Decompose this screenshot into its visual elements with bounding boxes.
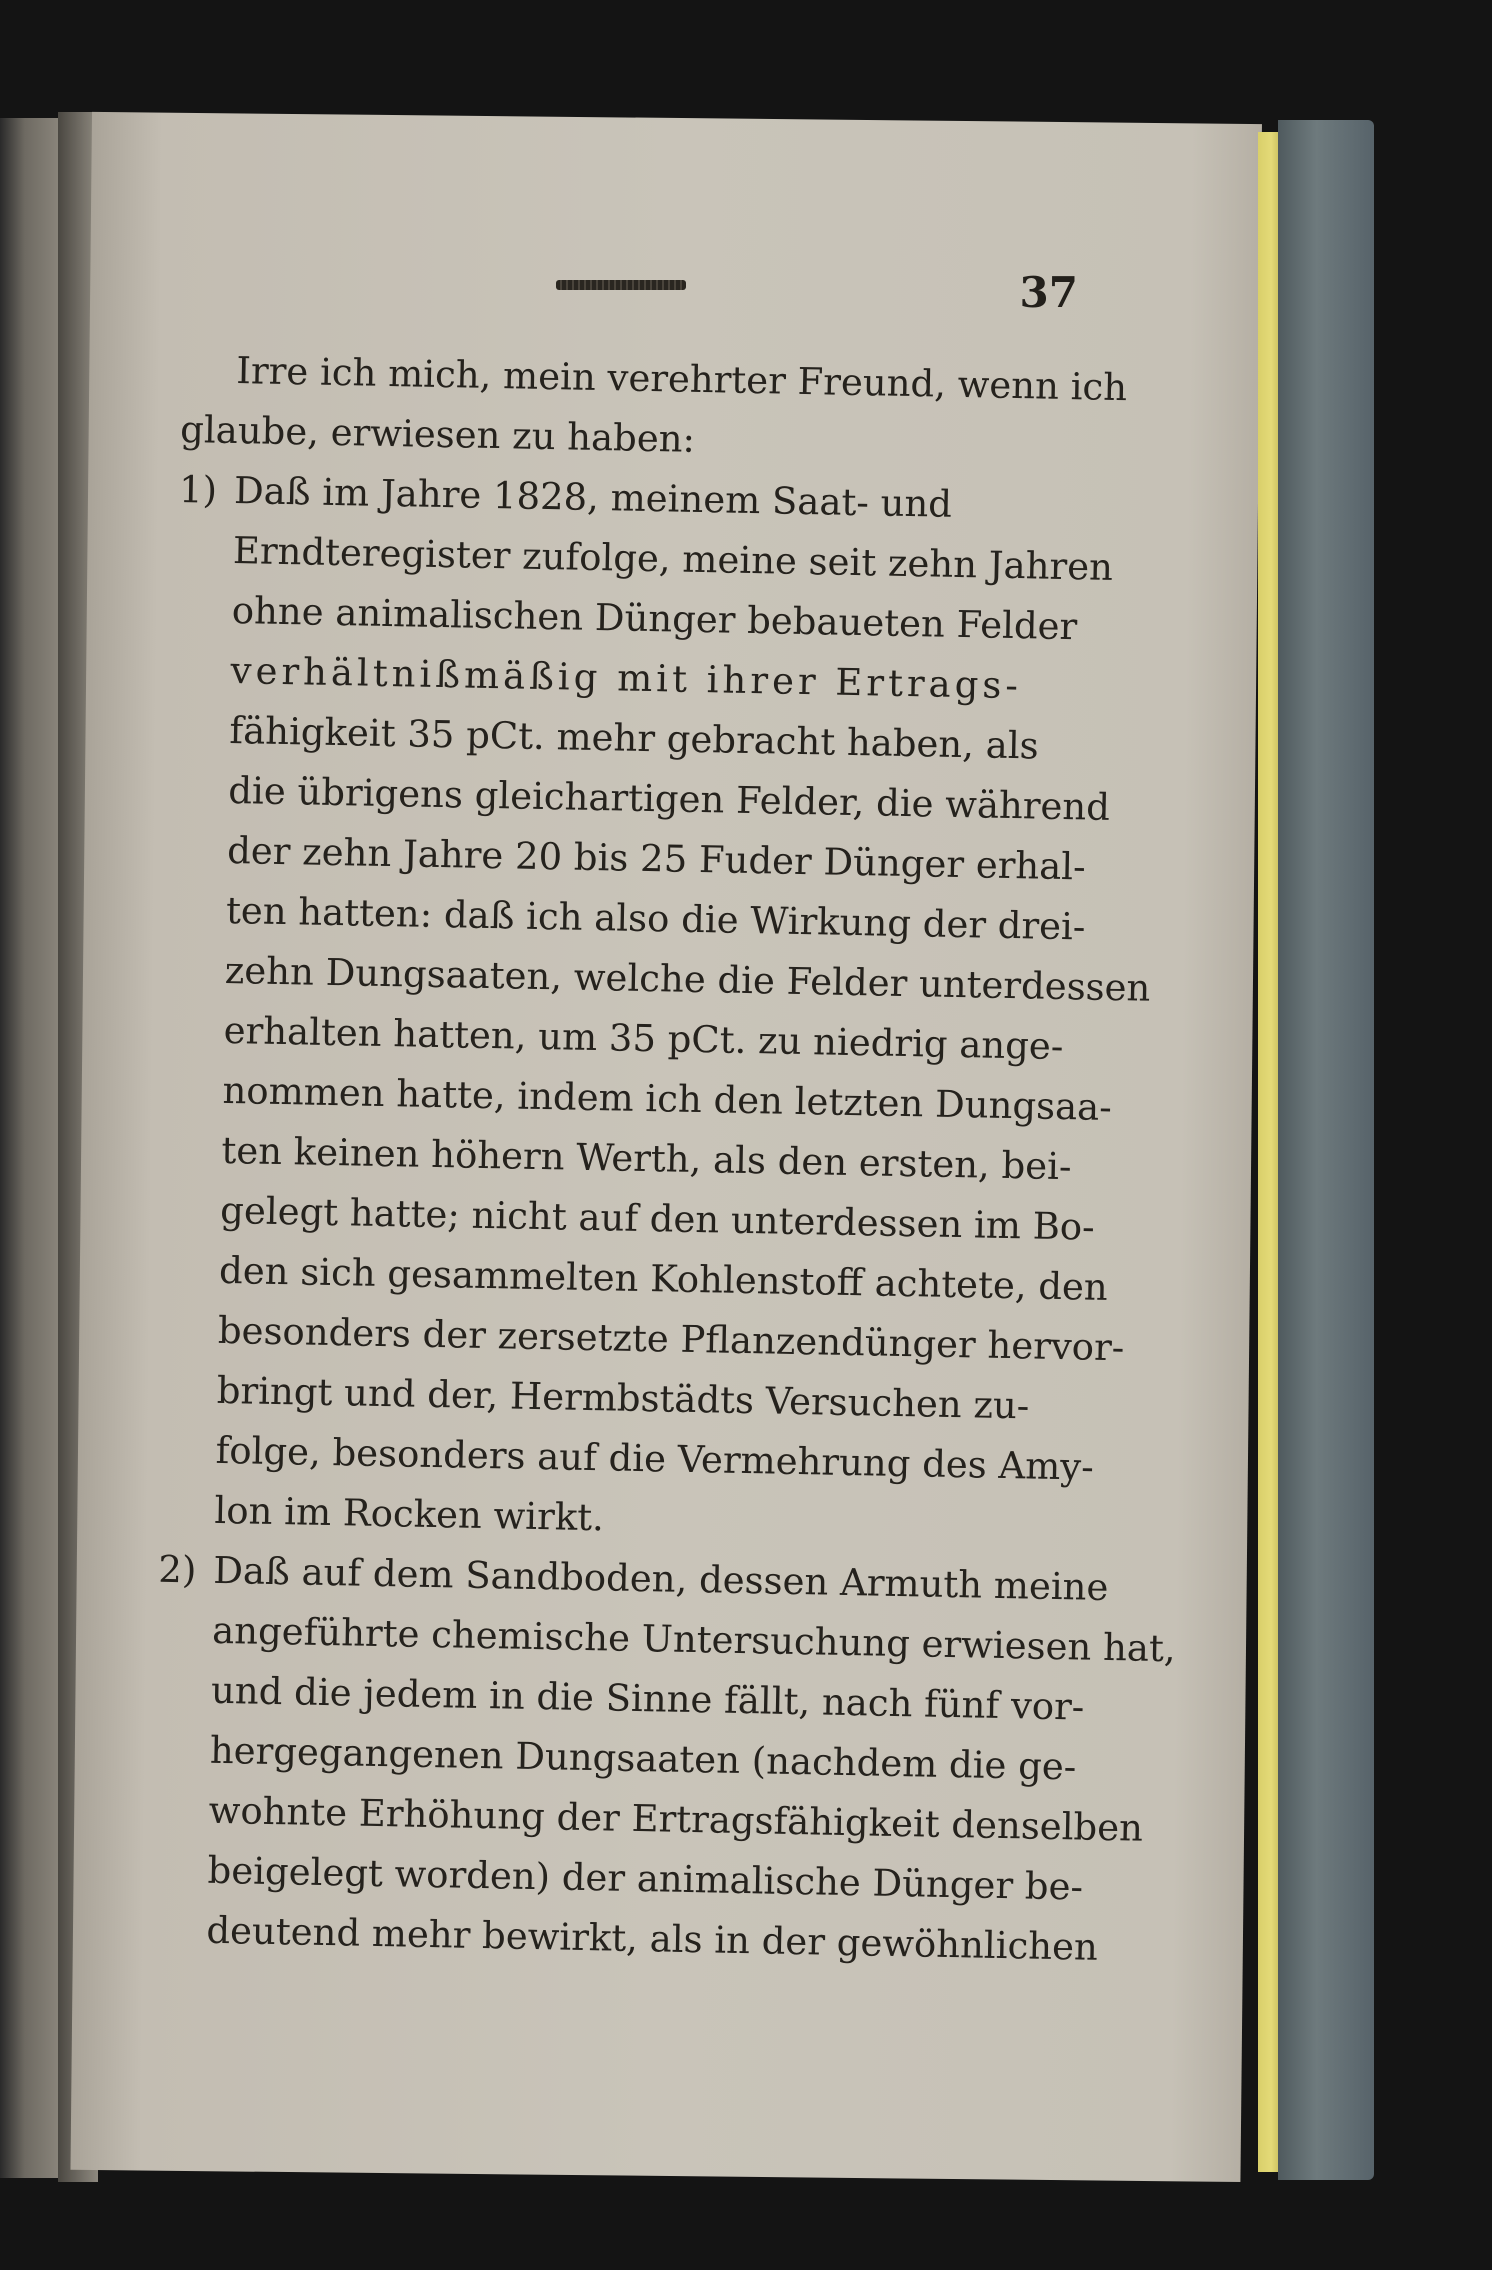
text-line: die übrigens gleichartigen Felder, die während xyxy=(227,768,1111,829)
text-line: zehn Dungsaaten, welche die Felder unterdessen xyxy=(224,948,1151,1010)
text-line: fähigkeit 35 pCt. mehr gebracht haben, als xyxy=(229,708,1040,768)
page-number: 37 xyxy=(1019,268,1078,317)
page-fore-edge xyxy=(1258,132,1280,2172)
text-line: erhalten hatten, um 35 pCt. zu niedrig ange- xyxy=(223,1008,1064,1069)
text-line: wohnte Erhöhung der Ertragsfähigkeit denselben xyxy=(208,1788,1144,1850)
text-line: und die jedem in die Sinne fällt, nach fünf vor- xyxy=(210,1668,1085,1729)
text-line: ohne animalischen Dünger bebaueten Felder xyxy=(231,589,1078,649)
text-line: ten keinen höhern Werth, als den ersten, bei- xyxy=(221,1128,1072,1189)
text-line: deutend mehr bewirkt, als in der gewöhnlichen xyxy=(206,1908,1099,1969)
list-number: 1) xyxy=(178,467,218,512)
text-line: bringt und der, Hermbstädts Versuchen zu- xyxy=(216,1368,1030,1428)
text-line: Irre ich mich, mein verehrter Freund, wenn ich xyxy=(236,349,1128,410)
text-line: 1) Daß im Jahre 1828, meinem Saat- und xyxy=(179,460,1070,537)
previous-page-edge xyxy=(0,118,62,2178)
text-line: besonders der zersetzte Pflanzendünger hervor- xyxy=(217,1308,1125,1370)
text-line: 2) Daß auf dem Sandboden, dessen Armuth meine xyxy=(158,1540,1049,1617)
list-number: 2) xyxy=(157,1547,197,1592)
text-line: beigelegt worden) der animalische Dünger be- xyxy=(207,1848,1084,1909)
book-cover-edge xyxy=(1278,120,1374,2180)
text-line: verhältnißmäßig mit ihrer Ertrags- xyxy=(230,648,1023,708)
text-line: lon im Rocken wirkt. xyxy=(214,1488,605,1540)
text-line: hergegangenen Dungsaaten (nachdem die ge- xyxy=(209,1728,1077,1789)
header-ornament xyxy=(556,280,686,290)
text-line: gelegt hatte; nicht auf den unterdessen im Bo- xyxy=(219,1188,1096,1249)
text-line: Erndteregister zufolge, meine seit zehn Jahren xyxy=(232,529,1114,589)
text-line: glaube, erwiesen zu haben: xyxy=(179,407,696,461)
text-line: der zehn Jahre 20 bis 25 Fuder Dünger erhal- xyxy=(226,828,1087,889)
text-line: nommen hatte, indem ich den letzten Dungsaa- xyxy=(222,1068,1113,1129)
body-text xyxy=(151,340,1177,1977)
text-line: angeführte chemische Untersuchung erwiesen hat, xyxy=(211,1608,1177,1671)
text-line: ten hatten: daß ich also die Wirkung der drei- xyxy=(225,888,1086,949)
text-line: folge, besonders auf die Vermehrung des Amy- xyxy=(215,1428,1095,1489)
text-line: den sich gesammelten Kohlenstoff achtete, den xyxy=(218,1248,1109,1309)
